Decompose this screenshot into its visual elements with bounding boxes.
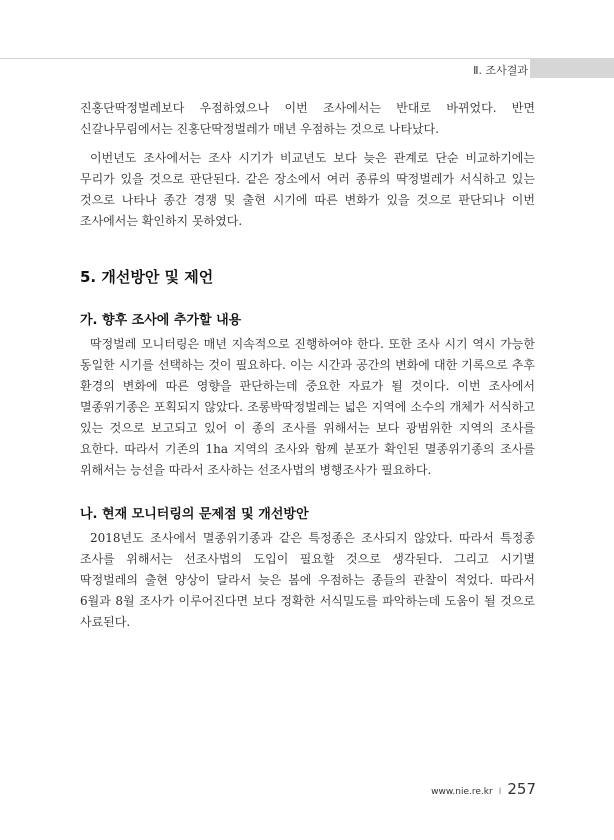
page-footer (431, 780, 536, 798)
intro-paragraph-2: 이번년도 조사에서는 조사 시기가 비교년도 보다 늦은 관계로 단순 비교하기에는 무리가 있을 것으로 판단된다. 같은 장소에서 여러 종류의 딱정벌레가 서식하고 있는 것으로 나타나 종간 경쟁 및 출현 시기에 따른 변화가 있을 것으로 판단되나 이번 조사에서는 확인하지 못하였다. (80, 151, 535, 228)
page-content (80, 98, 535, 641)
subsection-b-paragraph: 2018년도 조사에서 멸종위기종과 같은 특정종은 조사되지 않았다. 따라서 특정종 조사를 위해서는 선조사법의 도입이 필요할 것으로 생각된다. 그리고 시기별 딱정벌레의 출현 양상이 달라서 늦은 봄에 우점하는 종들의 관찰이 적었다. 따라서 6월과 8월 조사가 이루어진다면 보다 정확한 서식밀도를 파악하는데 도움이 될 것으로 사료된다. (80, 531, 535, 629)
footer-separator: I (498, 787, 502, 797)
section-title: 5. 개선방안 및 제언 (80, 268, 214, 286)
chapter-tab (530, 58, 614, 78)
running-header (0, 58, 614, 78)
page-number: 257 (507, 780, 536, 798)
chapter-label: Ⅱ. 조사결과 (473, 64, 528, 77)
subsection-a-title: 가. 향후 조사에 추가할 내용 (80, 313, 242, 328)
subsection-a-paragraph: 딱정벌레 모니터링은 매년 지속적으로 진행하여야 한다. 또한 조사 시기 역시 가능한 동일한 시기를 선택하는 것이 필요하다. 이는 시간과 공간의 변화에 대한 기록으로 추후 환경의 변화에 따른 영향을 판단하는데 중요한 자료가 될 것이다. 이번 조사에서 멸종위기종은 포획되지 않았다. 조롱박딱정벌레는 넓은 지역에 소수의 개체가 서식하고 있는 것으로 보고되고 있어 이 종의 조사를 위해서는 보다 광범위한 지역의 조사를 요한다. 따라서 기존의 1ha 지역의 조사와 함께 분포가 확인된 멸종위기종의 조사를 위해서는 능선을 따라서 조사하는 선조사법의 병행조사가 필요하다. (80, 337, 535, 477)
intro-paragraph-1: 진홍단딱정벌레보다 우점하였으나 이번 조사에서는 반대로 바뀌었다. 반면 신갈나무림에서는 진홍단딱정벌레가 매년 우점하는 것으로 나타났다. (80, 101, 535, 136)
header-rule (0, 58, 614, 59)
subsection-b-title: 나. 현재 모니터링의 문제점 및 개선방안 (80, 507, 309, 522)
footer-site-url: www.nie.re.kr (431, 787, 493, 797)
